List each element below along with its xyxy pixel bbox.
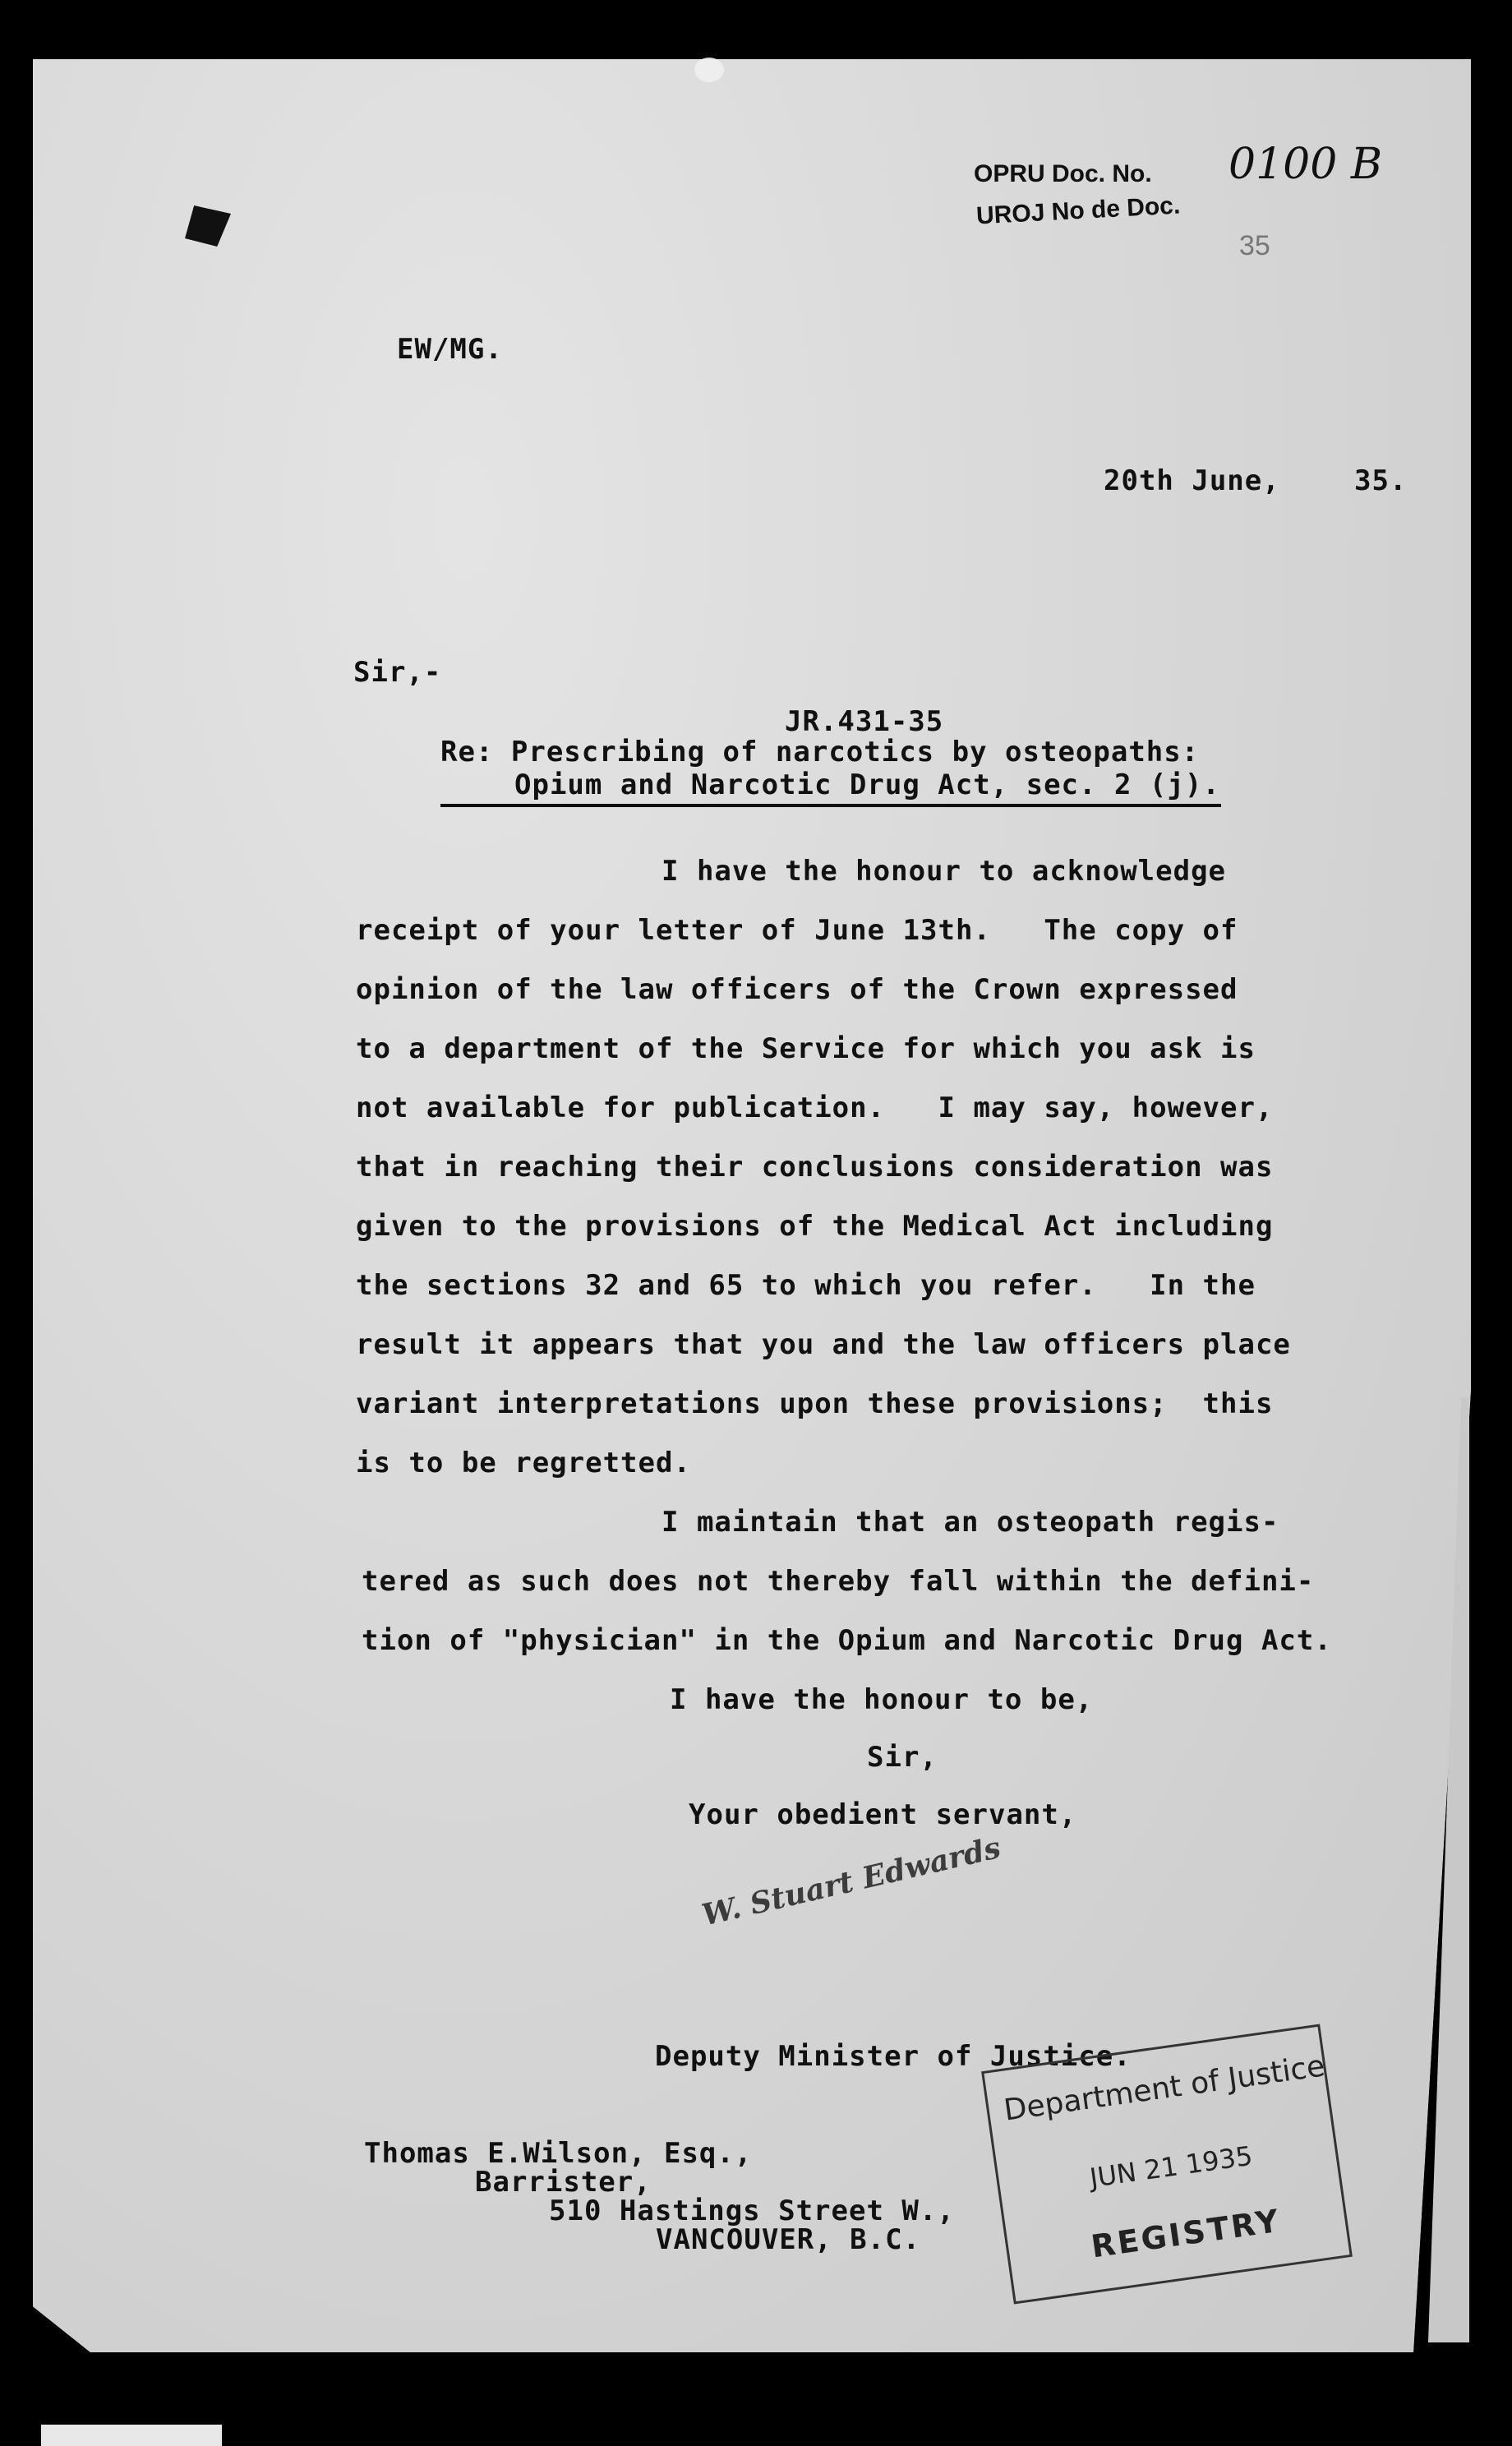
closing-servant: Your obedient servant, [689, 1798, 1077, 1831]
body-line: is to be regretted. [356, 1447, 691, 1479]
closing-line: I have the honour to be, [670, 1683, 1094, 1716]
stamp-date: JUN 21 1935 [1087, 2139, 1255, 2194]
stamp-department: Department of Justice [1002, 2049, 1327, 2128]
salutation: Sir,- [353, 656, 442, 689]
body-line: the sections 32 and 65 to which you refer. In the [356, 1269, 1256, 1302]
body-line: I maintain that an osteopath regis- [662, 1506, 1279, 1539]
subject-line-2: Opium and Narcotic Drug Act, sec. 2 (j). [514, 768, 1220, 801]
recipient-street: 510 Hastings Street W., [549, 2194, 955, 2227]
body-line: receipt of your letter of June 13th. The copy of [356, 914, 1238, 947]
doc-label-en: OPRU Doc. No. [974, 160, 1152, 187]
stamp-registry: REGISTRY [1089, 2202, 1284, 2265]
doc-number: 0100 B [1228, 140, 1383, 189]
letter-page [33, 59, 1471, 2352]
closing-sir: Sir, [867, 1741, 938, 1774]
body-line: tered as such does not thereby fall within the defini- [362, 1565, 1315, 1598]
body-line: result it appears that you and the law officers place [356, 1328, 1291, 1361]
file-number: JR.431-35 [785, 705, 944, 738]
body-line: that in reaching their conclusions consideration was [356, 1151, 1274, 1184]
subject-underline [440, 804, 1221, 807]
doc-label-fr: UROJ No de Doc. [975, 192, 1182, 230]
body-line: tion of "physician" in the Opium and Narcotic Drug Act. [362, 1624, 1332, 1657]
body-line: to a department of the Service for which you ask is [356, 1032, 1256, 1065]
page-mark: 35 [1239, 230, 1270, 261]
body-line: given to the provisions of the Medical Act including [356, 1210, 1274, 1243]
registry-stamp [981, 2024, 1353, 2304]
body-line: variant interpretations upon these provisions; this [356, 1387, 1274, 1420]
recipient-name: Thomas E.Wilson, Esq., [364, 2137, 753, 2170]
recipient-title: Barrister, [475, 2166, 652, 2199]
reference-initials: EW/MG. [397, 333, 503, 366]
body-line: not available for publication. I may say, however, [356, 1091, 1274, 1124]
recipient-city: VANCOUVER, B.C. [656, 2223, 921, 2256]
signer-title: Deputy Minister of Justice. [655, 2040, 1132, 2073]
paper-slip [41, 2425, 222, 2446]
body-line: I have the honour to acknowledge [662, 855, 1227, 888]
smudge-mark [694, 58, 724, 82]
date-day: 20th June, [1104, 464, 1280, 497]
signature-stamp: W. Stuart Edwards [698, 1830, 1004, 1933]
date-year: 35. [1354, 464, 1408, 497]
subject-line-1: Re: Prescribing of narcotics by osteopaths: [440, 736, 1200, 768]
body-line: opinion of the law officers of the Crown expressed [356, 973, 1238, 1006]
